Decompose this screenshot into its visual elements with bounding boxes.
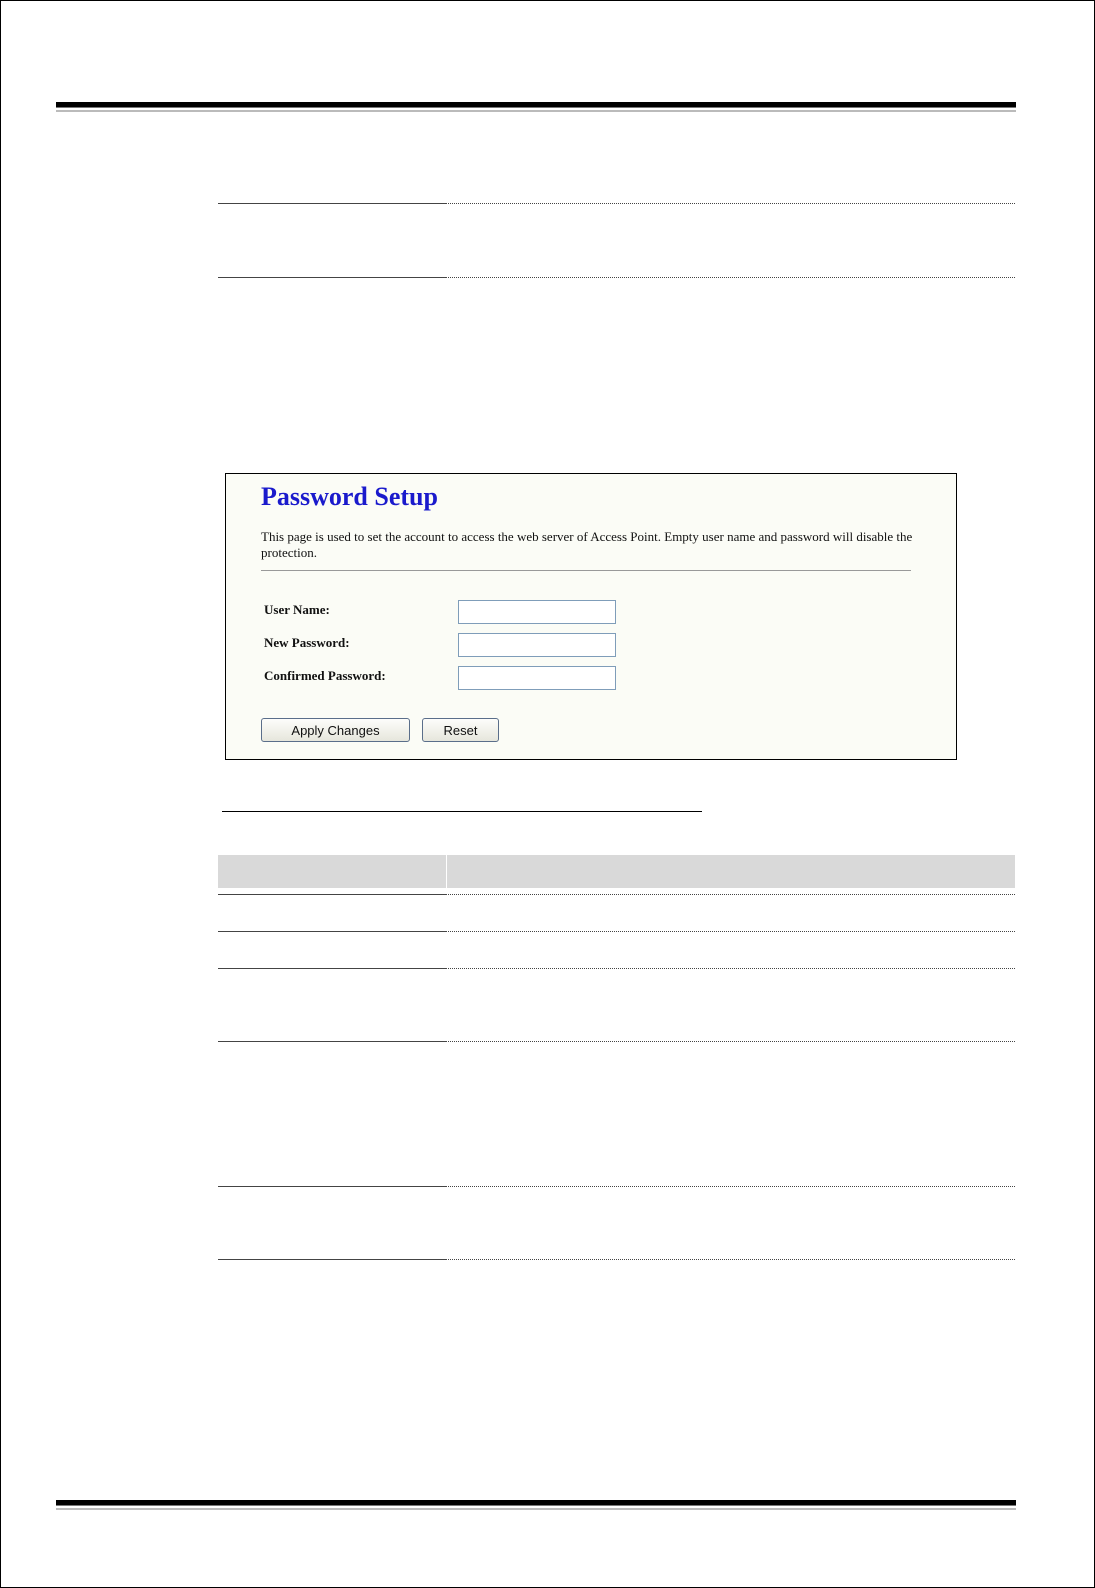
footer-rule <box>56 1500 1016 1506</box>
user-name-label: User Name: <box>264 602 330 617</box>
confirmed-password-input[interactable] <box>458 666 616 690</box>
new-password-input[interactable] <box>458 633 616 657</box>
section-underline <box>222 811 702 812</box>
apply-changes-button[interactable]: Apply Changes <box>261 718 410 742</box>
page-title: Password Setup <box>261 482 438 511</box>
new-password-label: New Password: <box>264 635 350 650</box>
user-name-input[interactable] <box>458 600 616 624</box>
password-setup-screenshot <box>225 473 957 760</box>
header-rule <box>56 102 1016 108</box>
table-header <box>218 855 1015 888</box>
page-description: This page is used to set the account to access the web server of Access Point. Empty user name and password will disable the protection. <box>261 529 913 560</box>
reset-button[interactable]: Reset <box>422 718 499 742</box>
confirmed-password-label: Confirmed Password: <box>264 668 386 683</box>
section-divider <box>261 570 911 571</box>
